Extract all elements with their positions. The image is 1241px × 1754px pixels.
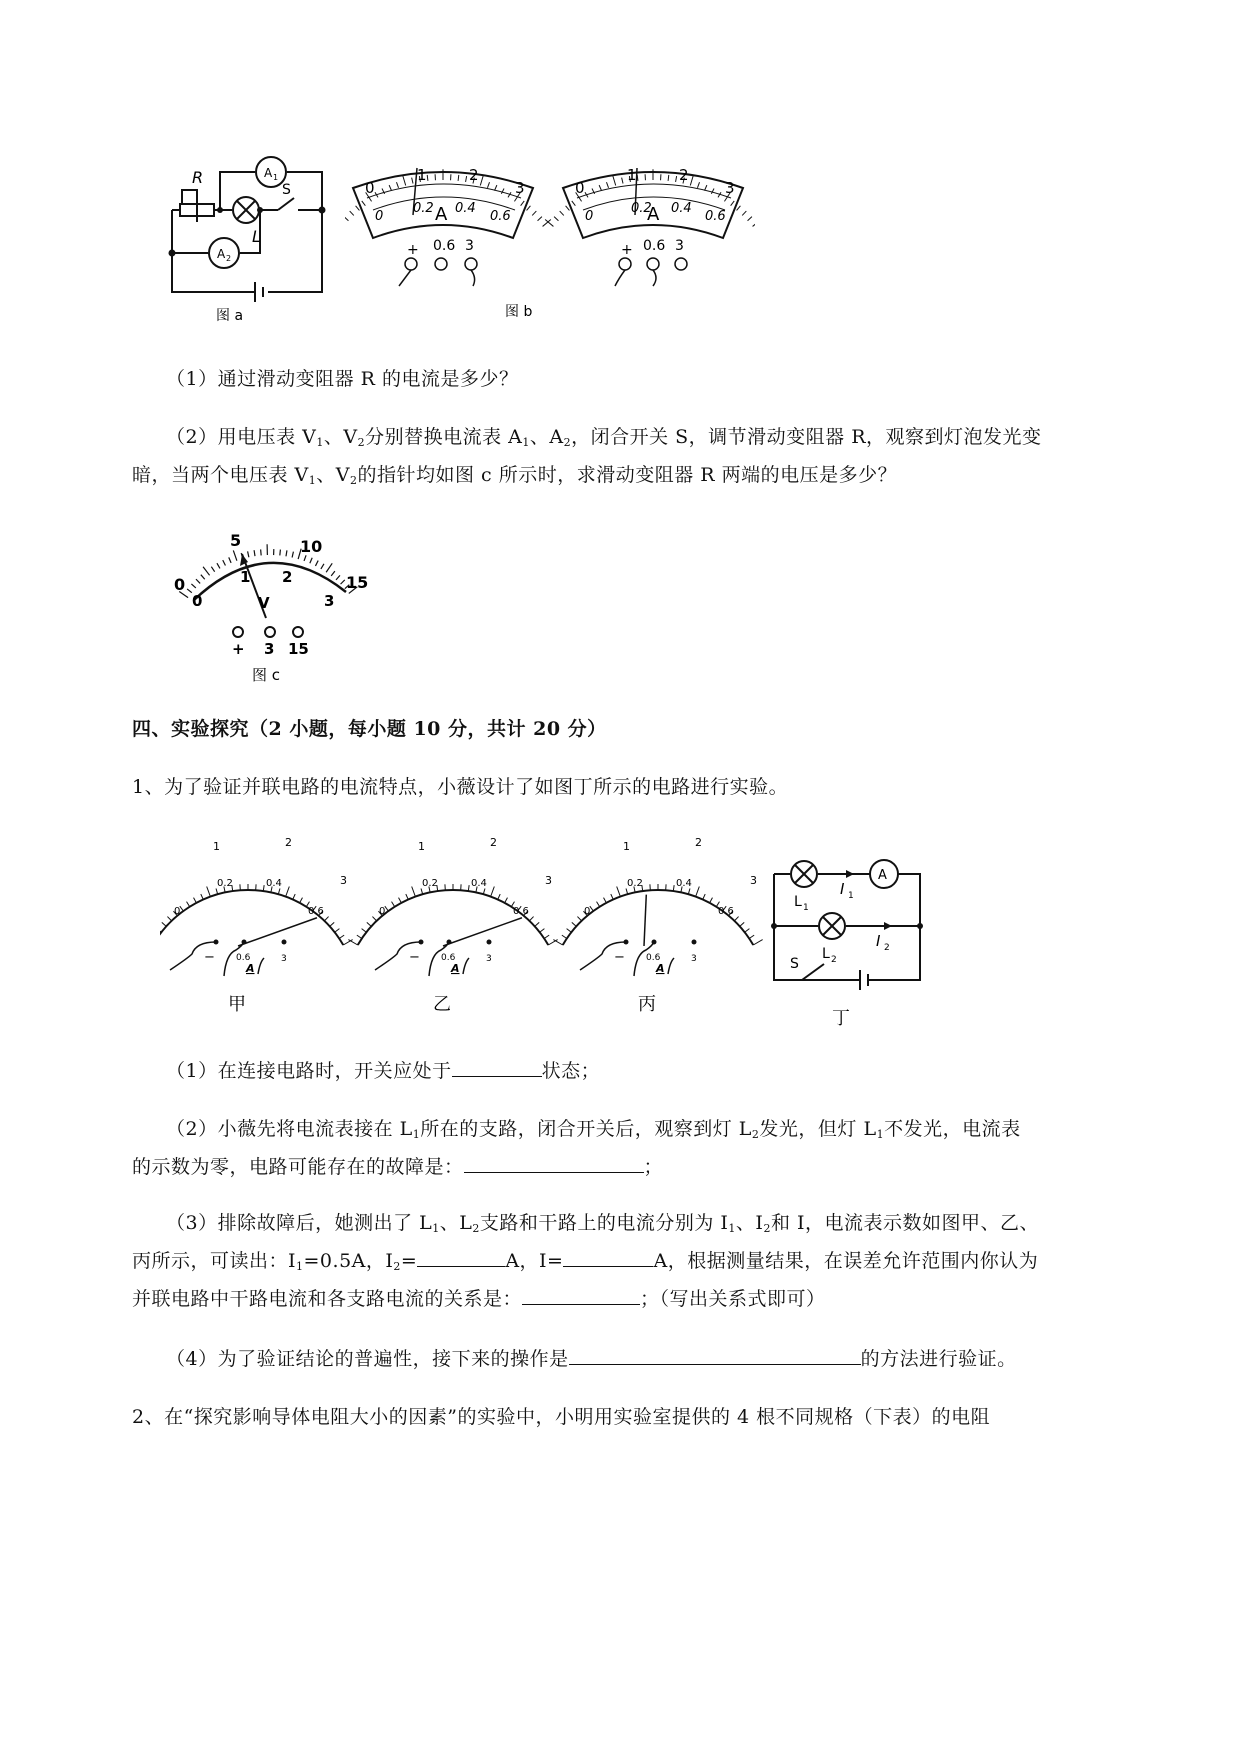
experiment-2-intro: 2、在“探究影响导体电阻大小的因素”的实验中，小明用实验室提供的 4 根不同规格（下表）的电阻 <box>132 1406 991 1428</box>
scale-tick <box>572 922 576 926</box>
scale-tick <box>286 886 290 896</box>
svg-text:3: 3 <box>264 640 275 658</box>
svg-text:0.4: 0.4 <box>671 201 692 216</box>
blank-operation[interactable] <box>569 1342 861 1365</box>
exp1-part4: （4）为了验证结论的普遍性，接下来的操作是 的方法进行验证。 <box>166 1342 1017 1376</box>
scale-tick <box>532 211 536 215</box>
meter-label: 3 <box>545 874 552 887</box>
svg-text:0.4: 0.4 <box>455 201 476 216</box>
scale-tick <box>194 898 197 903</box>
svg-text:A: A <box>647 204 660 225</box>
scale-tick <box>300 898 303 903</box>
scale-tick <box>544 935 549 938</box>
scale-tick <box>412 178 413 184</box>
svg-text:3: 3 <box>725 179 735 197</box>
scale-tick <box>412 886 416 896</box>
scale-tick <box>162 922 166 926</box>
svg-text:V: V <box>258 594 270 612</box>
meter-caption: 乙 <box>433 994 451 1015</box>
meter-label: A <box>656 962 665 975</box>
blank-relation[interactable] <box>522 1282 640 1305</box>
blank-switch-state[interactable] <box>452 1054 542 1077</box>
scale-tick <box>326 563 332 572</box>
fig-b-caption: 图 b <box>505 304 533 320</box>
scale-tick <box>745 929 750 933</box>
svg-text:2: 2 <box>884 943 890 953</box>
scale-tick <box>196 579 200 583</box>
svg-text:A: A <box>878 868 887 883</box>
scale-tick <box>331 571 335 576</box>
figure-a-circuit <box>160 150 340 330</box>
scale-tick <box>480 175 483 185</box>
svg-text:1: 1 <box>848 891 854 901</box>
scale-tick <box>668 175 669 181</box>
scale-tick <box>622 178 623 184</box>
meter-label: 3 <box>750 874 757 887</box>
meter-label: 0 <box>174 906 181 917</box>
exp1-part2-line2: 的示数为零，电路可能存在的故障是： ； <box>132 1150 663 1184</box>
scale-tick <box>339 935 344 938</box>
scale-tick <box>356 206 360 211</box>
scale-tick <box>350 211 354 215</box>
scale-tick <box>710 898 713 903</box>
exp1-part2-line1: （2）小薇先将电流表接在 $L_1$所在的支路，闭合开关后，观察到灯 $L_2$发光，但灯 $L_1$不发光，电流表 <box>166 1118 1021 1141</box>
figure-c-voltmeter <box>168 530 378 690</box>
svg-text:0: 0 <box>365 179 375 197</box>
ammeter-丙 <box>553 836 762 1015</box>
scale-tick <box>696 886 700 896</box>
svg-text:0: 0 <box>575 179 585 197</box>
scale-tick <box>742 211 746 215</box>
meter-label: 2 <box>285 836 292 849</box>
scale-tick <box>261 549 262 555</box>
scale-tick <box>734 917 738 921</box>
scale-tick <box>345 217 348 221</box>
svg-text:2: 2 <box>226 254 232 263</box>
scale-tick <box>348 940 357 945</box>
scale-tick <box>286 550 287 556</box>
scale-tick <box>315 561 318 566</box>
scale-tick <box>697 182 699 188</box>
ammeter-甲 <box>160 836 353 1015</box>
svg-text:3: 3 <box>515 179 525 197</box>
scale-tick <box>201 894 203 899</box>
meter-caption: 甲 <box>228 994 246 1015</box>
scale-tick <box>748 217 752 221</box>
svg-text:1: 1 <box>240 568 251 586</box>
scale-tick <box>336 575 340 580</box>
scale-tick <box>229 557 231 563</box>
meter-label: − <box>204 950 215 965</box>
meter-label: 2 <box>490 836 497 849</box>
scale-tick <box>223 560 226 565</box>
scale-tick <box>372 917 376 921</box>
svg-text:3: 3 <box>675 238 684 254</box>
svg-text:0.6: 0.6 <box>705 209 726 224</box>
fig-a-caption: 图 a <box>216 308 244 324</box>
fig-c-caption: 图 c <box>252 666 281 684</box>
svg-text:L: L <box>822 946 830 962</box>
scale-tick <box>676 176 677 182</box>
meter-label: 0.6 <box>513 906 529 917</box>
meter-label: 1 <box>623 840 630 853</box>
svg-text:0: 0 <box>174 575 186 594</box>
scale-tick <box>335 929 340 933</box>
meter-label: 2 <box>695 836 702 849</box>
question-2-line1: （2）用电压表 $V_1$、$V_2$分别替换电流表 $A_1$、$A_2$，闭合开关 S，调节滑动变阻器 R，观察到灯泡发光变 <box>166 426 1042 449</box>
scale-tick <box>554 217 558 221</box>
question-2-line2: 暗，当两个电压表 $V_1$、$V_2$的指针均如图 c 所示时，求滑动变阻器 R 两端的电压是多少？ <box>132 464 898 487</box>
label-A2: A <box>217 247 226 261</box>
scale-tick <box>248 551 249 557</box>
meter-label: 0 <box>584 906 591 917</box>
svg-text:I: I <box>840 880 845 898</box>
meter-label: 0.4 <box>266 878 282 889</box>
scale-tick <box>562 935 567 938</box>
scale-tick <box>703 894 705 899</box>
scale-tick <box>254 550 255 556</box>
scale-tick <box>458 175 459 181</box>
exp1-part3-line2: 丙所示，可读出：$I_1=0.5A$，$I_2= A$，I= A，根据测量结果，在误差允许范围内你认为 <box>132 1244 1038 1284</box>
meter-label: 0.4 <box>676 878 692 889</box>
scale-tick <box>711 188 714 193</box>
scale-tick <box>611 894 613 899</box>
label-S: S <box>282 182 291 198</box>
svg-text:1: 1 <box>273 173 279 182</box>
meter-label: 0.6 <box>236 953 251 963</box>
scale-tick <box>293 894 295 899</box>
svg-text:0.2: 0.2 <box>413 201 434 216</box>
question-1: （1）通过滑动变阻器 R 的电流是多少？ <box>166 368 519 390</box>
scale-tick <box>527 206 531 211</box>
blank-I[interactable] <box>563 1244 653 1267</box>
scale-tick <box>737 206 741 211</box>
scale-tick <box>396 182 398 188</box>
meter-label: − <box>409 950 420 965</box>
svg-text:0: 0 <box>585 209 594 224</box>
meter-label: 0.2 <box>627 878 643 889</box>
experiment-1-intro: 1、为了验证并联电路的电流特点，小薇设计了如图丁所示的电路进行实验。 <box>132 776 789 798</box>
ammeter-乙 <box>348 836 557 1015</box>
meter-needle <box>443 918 522 946</box>
svg-text:15: 15 <box>346 573 369 592</box>
scale-tick <box>540 929 545 933</box>
svg-text:0.2: 0.2 <box>631 201 652 216</box>
scale-tick <box>606 182 608 188</box>
scale-tick <box>505 898 508 903</box>
svg-text:15: 15 <box>288 640 309 658</box>
scale-tick <box>321 564 324 569</box>
scale-tick <box>548 940 557 945</box>
meter-label: 0.6 <box>646 953 661 963</box>
exp1-part3-line3: 并联电路中干路电流和各支路电流的关系是： ；（写出关系式即可） <box>132 1282 826 1316</box>
scale-tick <box>753 940 762 945</box>
scale-tick <box>191 584 195 588</box>
section-4-heading: 四、实验探究（2 小题，每小题 10 分，共计 20 分） <box>132 718 607 740</box>
scale-tick <box>357 935 362 938</box>
scale-tick <box>389 185 391 191</box>
scale-tick <box>310 558 312 564</box>
meter-label: 0 <box>379 906 386 917</box>
meter-label: A <box>451 962 460 975</box>
meter-label: − <box>614 950 625 965</box>
meter-label: 3 <box>486 954 492 964</box>
scale-tick <box>572 201 576 206</box>
scale-tick <box>403 175 406 185</box>
scale-tick <box>211 567 214 572</box>
svg-text:丁: 丁 <box>832 1008 850 1029</box>
blank-I2[interactable] <box>417 1244 505 1267</box>
scale-tick <box>538 217 542 221</box>
scale-tick <box>392 902 395 907</box>
scale-tick <box>704 185 706 191</box>
scale-tick <box>362 929 367 933</box>
scale-tick <box>731 201 735 206</box>
svg-text:0.6: 0.6 <box>643 238 666 254</box>
scale-tick <box>501 188 504 193</box>
scale-tick <box>498 894 500 899</box>
scale-tick <box>304 555 306 561</box>
svg-text:1: 1 <box>627 166 637 184</box>
scale-tick <box>187 902 190 907</box>
ammeter-b2 <box>545 166 755 286</box>
meter-label: 0.6 <box>308 906 324 917</box>
svg-text:+: + <box>232 640 245 658</box>
scale-tick <box>217 563 220 568</box>
svg-text:S: S <box>790 956 799 972</box>
meter-needle <box>238 918 317 946</box>
zero-b1: 0 <box>375 209 384 224</box>
scale-tick <box>617 886 621 896</box>
svg-text:2: 2 <box>679 166 689 184</box>
meter-caption: 丙 <box>638 994 656 1015</box>
scale-tick <box>753 219 755 226</box>
scale-tick <box>491 886 495 896</box>
svg-text:10: 10 <box>300 537 323 556</box>
scale-tick <box>566 206 570 211</box>
scale-tick <box>560 211 564 215</box>
scale-tick <box>362 201 366 206</box>
scale-tick <box>577 917 581 921</box>
svg-text:+: + <box>407 242 419 258</box>
scale-tick <box>487 182 489 188</box>
meter-label: 1 <box>213 840 220 853</box>
scale-tick <box>690 175 693 185</box>
svg-text:3: 3 <box>324 592 335 610</box>
meter-label: 3 <box>340 874 347 887</box>
meter-label: 3 <box>691 954 697 964</box>
svg-text:3: 3 <box>465 238 474 254</box>
svg-text:5: 5 <box>230 531 242 550</box>
scale-tick <box>280 550 281 556</box>
scale-tick <box>466 176 467 182</box>
svg-text:I: I <box>876 932 881 950</box>
label-A1: A <box>264 166 273 180</box>
figure-meters-row <box>160 830 940 1030</box>
scale-tick <box>406 894 408 899</box>
svg-text:1: 1 <box>803 903 809 913</box>
meter-label: 0.4 <box>471 878 487 889</box>
scale-tick <box>233 550 237 560</box>
svg-text:2: 2 <box>282 568 293 586</box>
label-L: L <box>252 227 261 246</box>
scale-tick <box>341 580 345 584</box>
svg-text:2: 2 <box>831 955 837 965</box>
exp1-part1: （1）在连接电路时，开关应处于 状态； <box>166 1054 600 1088</box>
meter-label: 0.6 <box>441 953 456 963</box>
meter-label: 3 <box>281 954 287 964</box>
svg-text:A: A <box>435 204 448 225</box>
scale-tick <box>494 185 496 191</box>
scale-tick <box>330 922 334 926</box>
blank-fault[interactable] <box>464 1150 644 1173</box>
scale-tick <box>399 898 402 903</box>
meter-label: 0.2 <box>422 878 438 889</box>
meter-label: 1 <box>418 840 425 853</box>
scale-tick <box>529 917 533 921</box>
scale-tick <box>324 917 328 921</box>
scale-tick <box>740 922 744 926</box>
svg-text:0.6: 0.6 <box>490 209 511 224</box>
scale-tick <box>201 575 205 580</box>
scale-tick <box>597 902 600 907</box>
scale-tick <box>599 185 601 191</box>
scale-tick <box>535 922 539 926</box>
scale-tick <box>367 922 371 926</box>
scale-tick <box>567 929 572 933</box>
svg-text:+: + <box>621 242 633 258</box>
svg-text:0: 0 <box>192 592 203 610</box>
meter-needle <box>644 895 646 946</box>
ammeter-b1 <box>345 166 551 286</box>
scale-tick <box>292 552 293 558</box>
svg-text:0.6: 0.6 <box>433 238 456 254</box>
scale-tick <box>167 917 171 921</box>
scale-tick <box>613 175 616 185</box>
svg-text:L: L <box>794 894 802 910</box>
scale-tick <box>160 929 161 933</box>
scale-tick <box>553 940 562 945</box>
svg-text:2: 2 <box>469 166 479 184</box>
scale-tick <box>343 940 352 945</box>
scale-tick <box>203 567 210 576</box>
figure-b-ammeters <box>345 160 755 330</box>
meter-label: 0.2 <box>217 878 233 889</box>
svg-text:1: 1 <box>417 166 427 184</box>
scale-tick <box>604 898 607 903</box>
exp1-part3-line1: （3）排除故障后，她测出了 $L_1$、$L_2$支路和干路上的电流分别为 $I_1$、$I_2$和 I，电流表示数如图甲、乙、 <box>166 1212 1039 1235</box>
meter-label: 0.6 <box>718 906 734 917</box>
scale-tick <box>749 935 754 938</box>
scale-tick <box>427 175 428 181</box>
meter-label: A <box>246 962 255 975</box>
label-R: R <box>192 168 204 187</box>
scale-tick <box>521 201 525 206</box>
scale-tick <box>207 886 211 896</box>
